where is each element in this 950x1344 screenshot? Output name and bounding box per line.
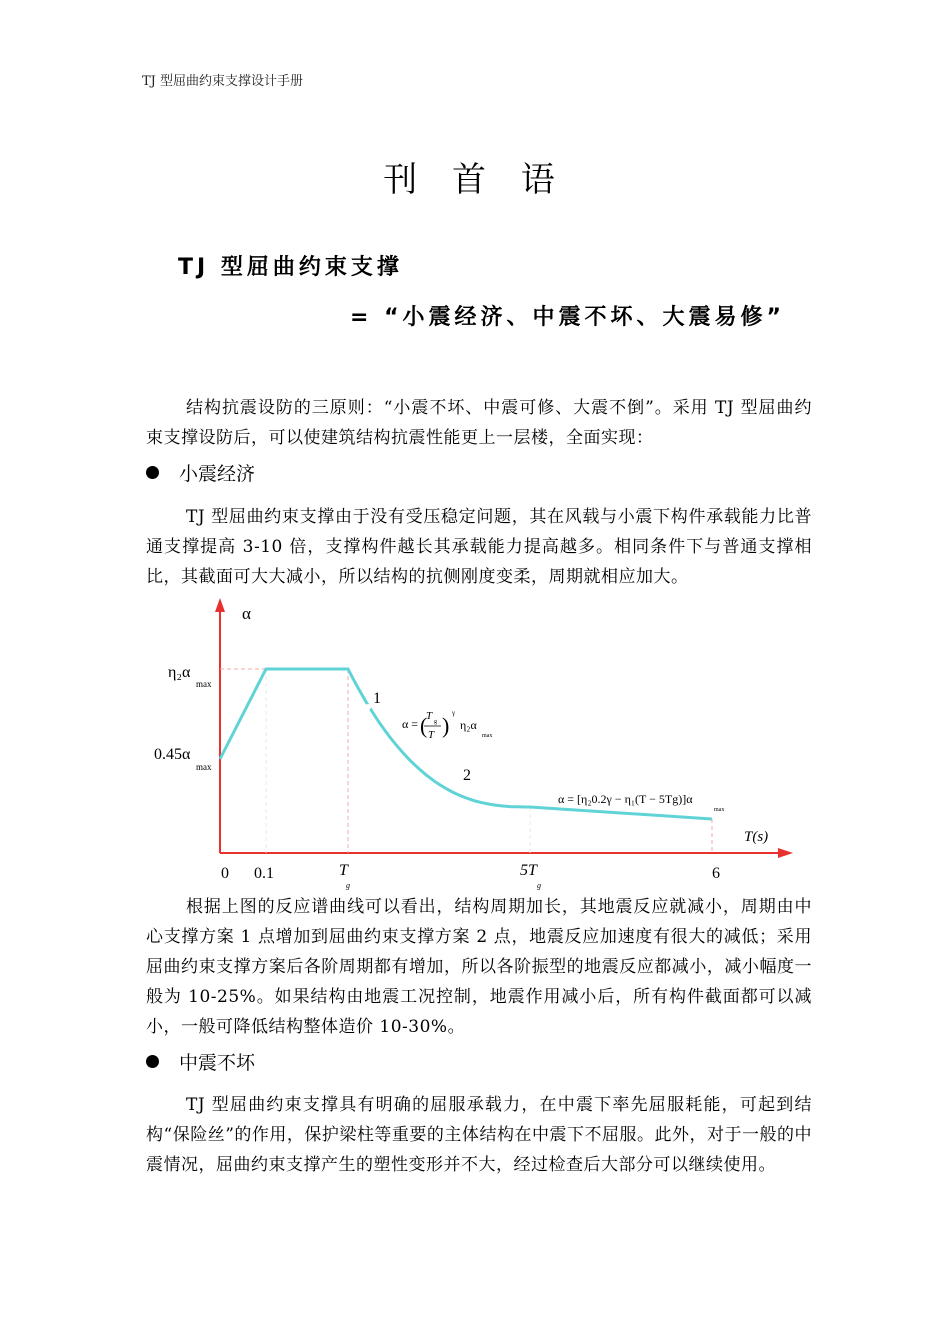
formula2-sub: max bbox=[714, 807, 725, 813]
x-tick-tg: T bbox=[339, 862, 348, 879]
formula1-exp: γ bbox=[452, 709, 456, 717]
formula1-num-sub: g bbox=[434, 719, 437, 725]
slogan-line-1: TJ 型屈曲约束支撑 bbox=[178, 255, 403, 280]
formula-1 bbox=[402, 709, 492, 741]
formula1-lparen: ( bbox=[420, 713, 428, 738]
formula1-rparen: ) bbox=[442, 713, 450, 738]
y-tick-eta2: η₂α bbox=[168, 664, 191, 681]
point-2-label: 2 bbox=[463, 767, 471, 784]
x-tick-6: 6 bbox=[712, 865, 720, 882]
section2-heading-text: 中震不坏 bbox=[179, 1052, 256, 1074]
x-tick-0: 0 bbox=[221, 865, 229, 882]
x-axis-arrow-icon bbox=[778, 848, 793, 858]
point-1-label: 1 bbox=[373, 690, 381, 707]
page-header: TJ 型屈曲约束支撑设计手册 bbox=[142, 74, 304, 89]
section1-para2-text: 根据上图的反应谱曲线可以看出，结构周期加长，其地震反应就减小，周期由中心支撑方案 1 点增加到屈曲约束支撑方案 2 点，地震反应加速度有很大的减低；采用屈曲约束支撑方案后各阶周期都有增加，所以各阶振型的地震反应都减小，减小幅度一般为 10-25%。如果结构由地震工况控制，地震作用减小后，所有构件截面都可以减小，一般可降低结构整体造价 10-30%。 bbox=[146, 897, 812, 1037]
section2-heading bbox=[146, 1048, 255, 1075]
slogan-line-2: = “小震经济、中震不坏、大震易修” bbox=[350, 305, 786, 330]
formula-2: α = [η₂0.2γ − η₁(T − 5Tg)]α bbox=[558, 792, 693, 806]
y-axis-label: α bbox=[242, 604, 251, 623]
formula1-num: T bbox=[426, 710, 433, 722]
formula1-lhs: α = bbox=[402, 717, 419, 731]
intro-text: 结构抗震设防的三原则：“小震不坏、中震可修、大震不倒”。采用 TJ 型屈曲约束支撑设防后，可以使建筑结构抗震性能更上一层楼，全面实现： bbox=[146, 398, 812, 448]
x-tick-tg-sub: g bbox=[346, 881, 350, 890]
y-tick-045: 0.45α bbox=[154, 746, 191, 763]
y-tick-eta2-sub: max bbox=[196, 679, 212, 689]
bullet-icon bbox=[146, 1055, 159, 1068]
bullet-icon bbox=[146, 466, 159, 479]
intro-paragraph bbox=[146, 393, 812, 453]
section1-heading-text: 小震经济 bbox=[179, 463, 256, 485]
x-axis-label: T(s) bbox=[744, 829, 769, 845]
formula1-rhs: η₂α bbox=[460, 718, 477, 732]
section1-heading bbox=[146, 459, 255, 486]
point-1-marker bbox=[365, 704, 371, 710]
point-2-marker bbox=[455, 785, 461, 791]
page-title: 刊 首 语 bbox=[383, 160, 567, 200]
section1-para1-text: TJ 型屈曲约束支撑由于没有受压稳定问题，其在风载与小震下构件承载能力比普通支撑提高 3-10 倍，支撑构件越长其承载能力提高越多。相同条件下与普通支撑相比，其截面可大大减小，所以结构的抗侧刚度变柔，周期就相应加大。 bbox=[146, 507, 812, 587]
response-spectrum-chart bbox=[140, 595, 810, 895]
section1-paragraph-2 bbox=[146, 892, 812, 1042]
x-tick-01: 0.1 bbox=[254, 865, 274, 882]
y-axis-arrow-icon bbox=[215, 598, 225, 612]
x-tick-5tg-sub: g bbox=[537, 881, 541, 890]
section1-paragraph-1 bbox=[146, 502, 812, 592]
y-tick-045-sub: max bbox=[196, 762, 212, 772]
formula1-den: T bbox=[428, 729, 435, 741]
x-tick-5tg: 5T bbox=[520, 862, 537, 879]
section2-paragraph-1 bbox=[146, 1090, 812, 1180]
section2-para1-text: TJ 型屈曲约束支撑具有明确的屈服承载力，在中震下率先屈服耗能，可起到结构“保险丝”的作用，保护梁柱等重要的主体结构在中震下不屈服。此外，对于一般的中震情况，屈曲约束支撑产生的塑性变形并不大，经过检查后大部分可以继续使用。 bbox=[146, 1095, 812, 1175]
formula1-rhs-sub: max bbox=[482, 733, 493, 739]
